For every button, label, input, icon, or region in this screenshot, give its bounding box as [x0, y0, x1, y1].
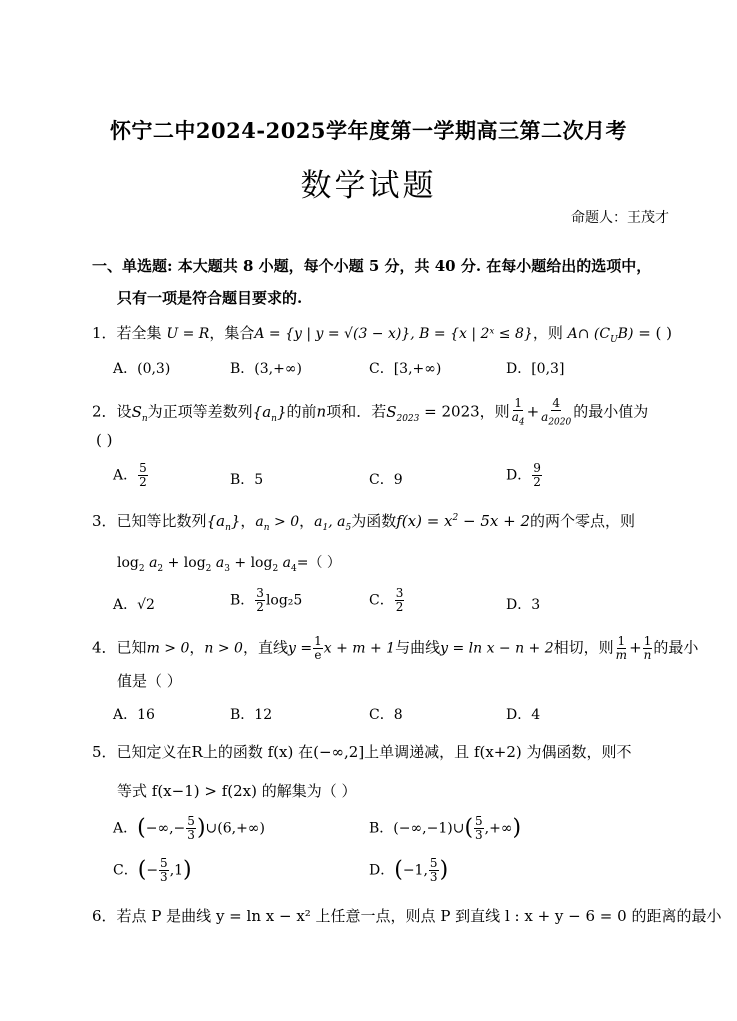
q5-option-c-label: C． [113, 862, 138, 879]
q4-option-a: A．16 [113, 707, 155, 723]
q4-number: 4． [92, 638, 117, 657]
q1-expr-u: U = R [166, 326, 210, 342]
q4-option-b: B．12 [230, 707, 273, 723]
q1-text: 若全集 [116, 324, 162, 342]
q3-option-d: D．3 [506, 597, 541, 613]
q5-line1: 已知定义在R上的函数 f(x) 在(−∞,2]上单调递减，且 f(x+2) 为偶函数，则不 [116, 743, 632, 761]
q3-text-d: 为函数 [351, 512, 397, 530]
q2-option-d-den: 2 [533, 475, 541, 490]
author-label: 命题人：王茂才 [571, 210, 669, 226]
q4-text-a: 已知 [116, 638, 147, 657]
q3-answer-blank: =（ ） [296, 555, 341, 571]
q2-option-d-num: 9 [533, 461, 541, 475]
q3-text-c: ， [299, 512, 315, 530]
q2-option-a [113, 462, 149, 489]
q2-option-a-den: 2 [139, 475, 147, 490]
q4-line2: 值是（ ） [117, 672, 182, 690]
section-heading-line2: 只有一项是符合题目要求的. [117, 289, 303, 307]
q2-option-c: C．9 [369, 472, 403, 488]
q2-text-d: 项和．若 [326, 402, 387, 421]
question-3: 3．已知等比数列$\{a_n\}$，$a_n > 0$，$a_1$, $a_5$为函数$f(x) = x^2 - 5x + 2$的两个零点，则 [92, 512, 636, 533]
q5-option-b: B．(−∞,−1)∪( $\frac{5}{3}$ ,+∞) [369, 814, 522, 843]
q2-frac-2: $\frac{4}{a_{2020}}$ [541, 396, 572, 428]
section-heading: 一、单选题: 本大题共 8 小题，每个小题 5 分，共 40 分. 在每小题给出的选项中， [92, 257, 652, 275]
q4-text-f: 的最小 [653, 638, 699, 657]
q2-text-a: 设 [116, 402, 132, 421]
subject-title: 数学试题 [300, 168, 437, 204]
q3-option-c-label: C． [369, 592, 394, 609]
exam-title: 怀宁二中2024-2025学年度第一学期高三第二次月考 [109, 118, 628, 143]
q4-text-e: 相切，则 [553, 638, 614, 657]
q5-option-a: A．(−∞,− $\frac{5}{3}$ )∪(6,+∞) [113, 814, 265, 843]
q4-option-d: D．4 [506, 707, 541, 723]
q6-line1: 若点 P 是曲线 y = ln x − x² 上任意一点，则点 P 到直线 l : x + y − 6 = 0 的距离的最小 [116, 907, 722, 925]
q2-option-a-num: 5 [139, 461, 147, 475]
question-2: 2．设$S_n$为正项等差数列$\{a_n\}$的前n项和．若$S_{2023} = 2023$，则 $\frac{1}{a_4}$ + $\frac{4}{a_{2020}}$ 的最小值为 [92, 396, 649, 428]
q1-expr-result: A∩ $(C_UB)$ [567, 326, 634, 345]
q1-option-a: A．(0,3) [113, 361, 171, 377]
q2-option-a-label: A． [113, 467, 138, 484]
q5-option-d-label: D． [369, 862, 395, 879]
q2-text-c: 的前 [286, 402, 317, 421]
q3-option-a: A．√2 [113, 597, 155, 613]
q1-expr-set-a: A∩ (C [567, 326, 611, 342]
q1-expr-sets: A = {y | y = √(3 − x)}, B = {x | 2ˣ ≤ 8} [254, 326, 533, 342]
question-5 [92, 741, 632, 762]
q1-text-b: ，集合 [209, 324, 255, 342]
q4-text-d: 与曲线 [395, 638, 441, 657]
q2-text-b: 为正项等差数列 [147, 402, 253, 421]
q5-option-b-label: B． [369, 820, 394, 837]
q2-option-b: B．5 [230, 472, 264, 488]
q5-number: 5． [92, 743, 117, 761]
q1-text-c: ，则 [532, 324, 563, 342]
q3-text-e: 的两个零点，则 [530, 512, 636, 530]
q2-text-f: 的最小值为 [573, 402, 649, 421]
q2-frac-1: $\frac{1}{a_4}$ [511, 396, 525, 428]
q2-answer-blank: ( ) [96, 431, 113, 449]
q4-text-c: ，直线 [242, 638, 288, 657]
q3-text-b: ， [240, 512, 256, 530]
q3-option-c: C． $\frac{3}{2}$ [369, 586, 404, 615]
q3-number: 3． [92, 512, 117, 530]
q3-option-b: B． $\frac{3}{2}$ log₂5 [230, 586, 303, 615]
q3-option-b-label: B． [230, 592, 255, 609]
question-1 [92, 322, 672, 345]
q5-option-a-label: A． [113, 820, 138, 837]
question-4: 4．已知m > 0，n > 0，直线y = $\frac{1}{e}$ x + m + 1与曲线y = ln x − n + 2相切，则 $\frac{1}{m}$ + $\frac{1}{n}$ 的最小 [92, 634, 699, 663]
q4-option-c: C．8 [369, 707, 403, 723]
q5-line2: 等式 f(x−1) > f(2x) 的解集为（ ） [117, 782, 357, 800]
q2-text-e: ，则 [479, 402, 510, 421]
q1-option-c: C．[3,+∞) [369, 361, 442, 377]
question-6 [92, 905, 721, 926]
q1-option-d: D．[0,3] [506, 361, 565, 377]
q3-text-a: 已知等比数列 [116, 512, 207, 530]
q3-expression: $\log_2 a_2 + \log_2 a_3 + \log_2 a_4=$（ ） [117, 555, 341, 574]
q5-option-d: D．(−1, $\frac{5}{3}$ ) [369, 856, 449, 885]
q1-expr-set-b: B) [617, 326, 634, 342]
q1-number: 1． [92, 324, 117, 342]
q1-option-b: B．(3,+∞) [230, 361, 302, 377]
q4-text-b: ， [189, 638, 205, 657]
q1-answer-blank: = ( ) [638, 324, 673, 342]
q3-option-b-tail: log₂5 [265, 592, 303, 609]
q5-option-c: C．(− $\frac{5}{3}$ ,1) [113, 856, 192, 885]
q6-number: 6． [92, 907, 117, 925]
q2-option-d-label: D． [506, 467, 532, 484]
q2-number: 2． [92, 402, 117, 421]
q2-option-d [506, 462, 543, 489]
